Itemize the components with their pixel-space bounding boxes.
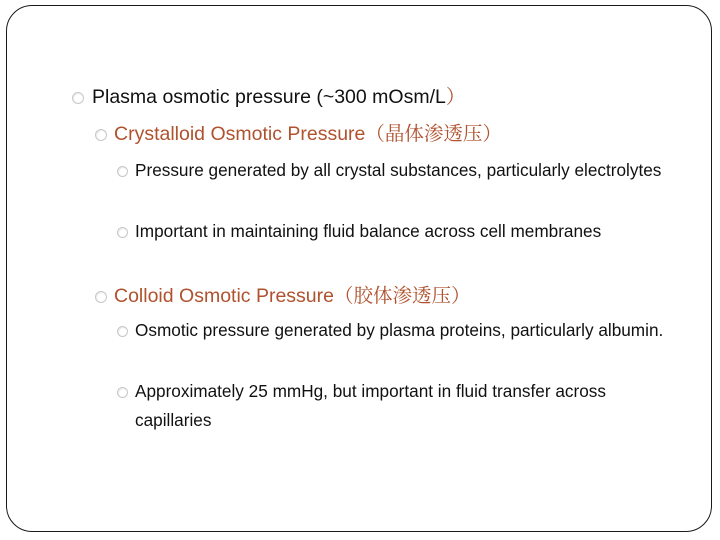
bullet-text: Approximately 25 mmHg, but important in fluid transfer across capillaries [135, 381, 606, 430]
bullet-text [114, 283, 471, 309]
bullet-suffix: ） [445, 86, 466, 108]
bullet-main-text: Crystalloid Osmotic Pressure [114, 123, 366, 145]
bullet-text: Important in maintaining fluid balance across cell membranes [135, 221, 602, 241]
bullet-text: Pressure generated by all crystal substances, particularly electrolytes [135, 160, 662, 180]
bullet-colloid-osmotic-pressure [95, 283, 675, 309]
bullet-text [114, 121, 502, 147]
bullet-main-text: Plasma osmotic pressure (~300 mOsm/L [92, 86, 446, 108]
bullet-plasma-osmotic-pressure [72, 84, 672, 110]
bullet-suffix: （晶体渗透压） [365, 123, 502, 145]
bullet-text: Osmotic pressure generated by plasma proteins, particularly albumin. [135, 320, 664, 340]
bullet-text [92, 84, 465, 110]
bullet-suffix: （胶体渗透压） [333, 285, 471, 307]
bullet-crystalloid-osmotic-pressure [95, 121, 675, 147]
bullet-dot-icon [117, 166, 128, 177]
bullet-crystalloid-item-1 [117, 156, 677, 185]
bullet-colloid-item-2 [117, 377, 637, 435]
bullet-dot-icon [117, 326, 128, 337]
bullet-dot-icon [95, 291, 107, 303]
bullet-dot-icon [95, 129, 107, 141]
bullet-colloid-item-1 [117, 316, 697, 345]
bullet-dot-icon [117, 227, 128, 238]
bullet-dot-icon [72, 92, 84, 104]
bullet-dot-icon [117, 387, 128, 398]
bullet-crystalloid-item-2 [117, 217, 617, 246]
bullet-main-text: Colloid Osmotic Pressure [114, 285, 334, 307]
